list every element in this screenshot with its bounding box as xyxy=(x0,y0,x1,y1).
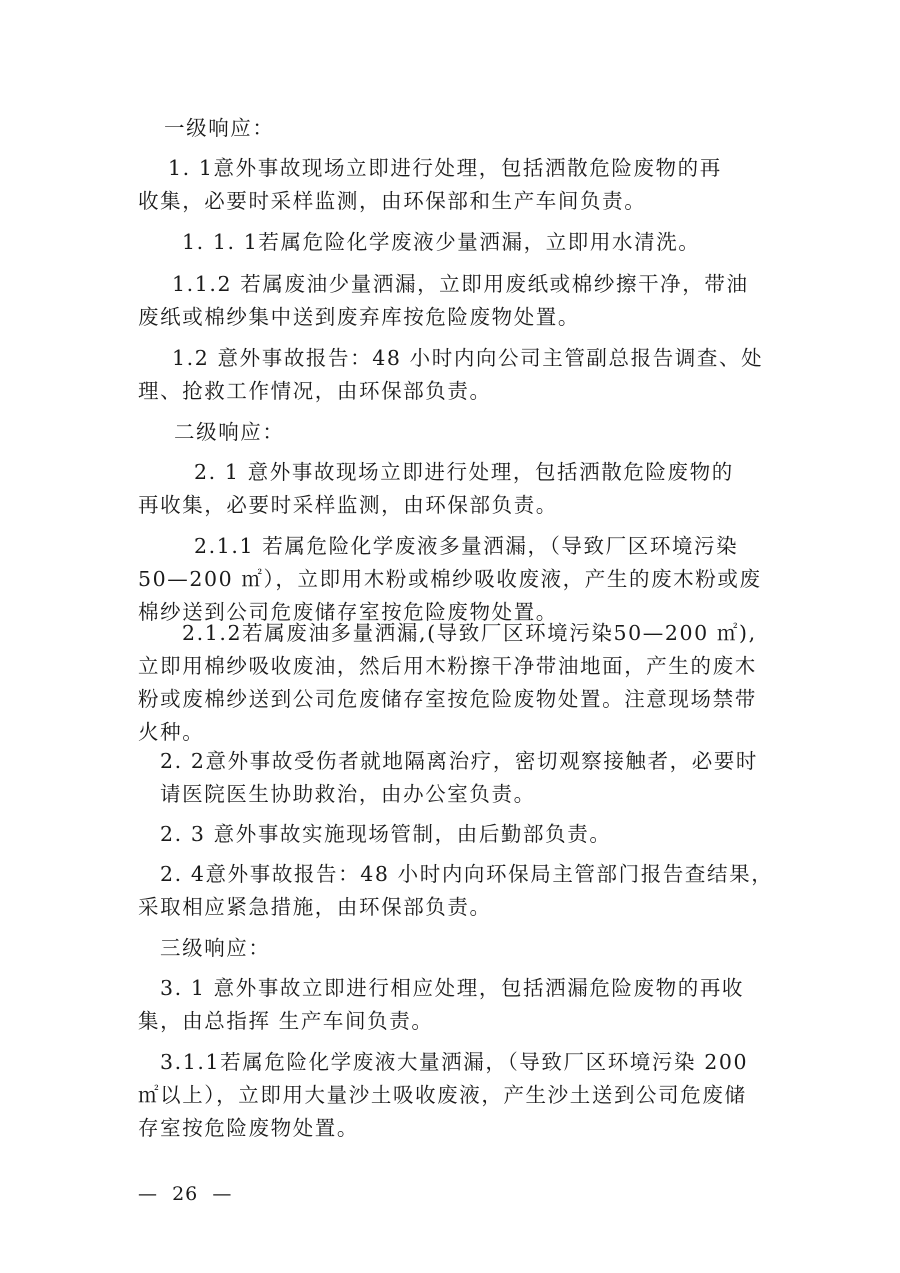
paragraph-line: ㎡以上），立即用大量沙土吸收废液，产生沙土送到公司危废储 xyxy=(138,1083,747,1107)
paragraph-1-2 xyxy=(138,342,764,408)
paragraph-line: 2. 1 意外事故现场立即进行处理，包括洒散危险废物的 xyxy=(194,460,734,484)
paragraph-1-1-2 xyxy=(138,268,764,334)
paragraph-line: 2.1.1 若属危险化学废液多量洒漏，（导致厂区环境污染 xyxy=(194,534,739,558)
paragraph-line: 火种。 xyxy=(138,720,205,744)
paragraph-line: 3. 1 意外事故立即进行相应处理，包括洒漏危险废物的再收 xyxy=(160,976,745,1000)
paragraph-2-3 xyxy=(138,818,764,851)
paragraph-3-1-1 xyxy=(138,1046,764,1145)
heading-text: 一级响应： xyxy=(164,116,275,140)
paragraph-line: 废纸或棉纱集中送到废弃库按危险废物处置。 xyxy=(138,305,580,329)
paragraph-line: 1.2 意外事故报告：48 小时内向公司主管副总报告调查、处 xyxy=(172,346,764,370)
paragraph-2-1-2 xyxy=(138,617,764,749)
paragraph-line: 集，由总指挥 生产车间负责。 xyxy=(138,1009,434,1033)
paragraph-2-4 xyxy=(138,858,774,924)
paragraph-line: 2. 2意外事故受伤者就地隔离治疗，密切观察接触者，必要时 xyxy=(160,749,759,773)
paragraph-line: 存室按危险废物处置。 xyxy=(138,1116,359,1140)
paragraph-line: 1.1.2 若属废油少量洒漏，立即用废纸或棉纱擦干净，带油 xyxy=(172,272,749,296)
paragraph-line: 50—200 ㎡），立即用木粉或棉纱吸收废液，产生的废木粉或废 xyxy=(138,567,762,591)
paragraph-2-1 xyxy=(138,456,764,522)
paragraph-line: 收集，必要时采样监测，由环保部和生产车间负责。 xyxy=(138,189,647,213)
paragraph-line: 再收集，必要时采样监测，由环保部负责。 xyxy=(138,493,558,517)
paragraph-line: 3.1.1若属危险化学废液大量洒漏，（导致厂区环境污染 200 xyxy=(160,1050,749,1074)
level2-heading xyxy=(138,416,764,449)
level1-heading xyxy=(138,112,764,145)
paragraph-line: 请医院医生协助救治，由办公室负责。 xyxy=(160,782,536,806)
paragraph-line: 立即用棉纱吸收废油，然后用木粉擦干净带油地面，产生的废木 xyxy=(138,654,757,678)
paragraph-line: 粉或废棉纱送到公司危废储存室按危险废物处置。注意现场禁带 xyxy=(138,687,757,711)
paragraph-2-2 xyxy=(138,745,764,811)
paragraph-line: 2. 4意外事故报告：48 小时内向环保局主管部门报告查结果， xyxy=(160,862,774,886)
paragraph-line: 1. 1意外事故现场立即进行处理，包括洒散危险废物的再 xyxy=(168,156,722,180)
paragraph-line: 理、抢救工作情况，由环保部负责。 xyxy=(138,379,492,403)
level3-heading xyxy=(138,932,764,965)
paragraph-3-1 xyxy=(138,972,764,1038)
paragraph-line: 2. 3 意外事故实施现场管制，由后勤部负责。 xyxy=(160,822,612,846)
heading-text: 二级响应： xyxy=(174,420,285,444)
heading-text: 三级响应： xyxy=(160,936,271,960)
page-number: — 26 — xyxy=(138,1183,233,1205)
paragraph-line: 采取相应紧急措施，由环保部负责。 xyxy=(138,895,492,919)
paragraph-2-1-1 xyxy=(138,530,764,629)
paragraph-line: 2.1.2若属废油多量洒漏,(导致厂区环境污染50—200 ㎡), xyxy=(182,621,757,645)
paragraph-line: 棉纱送到公司危废储存室按危险废物处置。 xyxy=(138,600,558,624)
paragraph-line: 1. 1. 1若属危险化学废液少量洒漏，立即用水清洗。 xyxy=(182,230,701,254)
paragraph-1-1 xyxy=(138,152,764,218)
paragraph-1-1-1 xyxy=(138,226,764,259)
